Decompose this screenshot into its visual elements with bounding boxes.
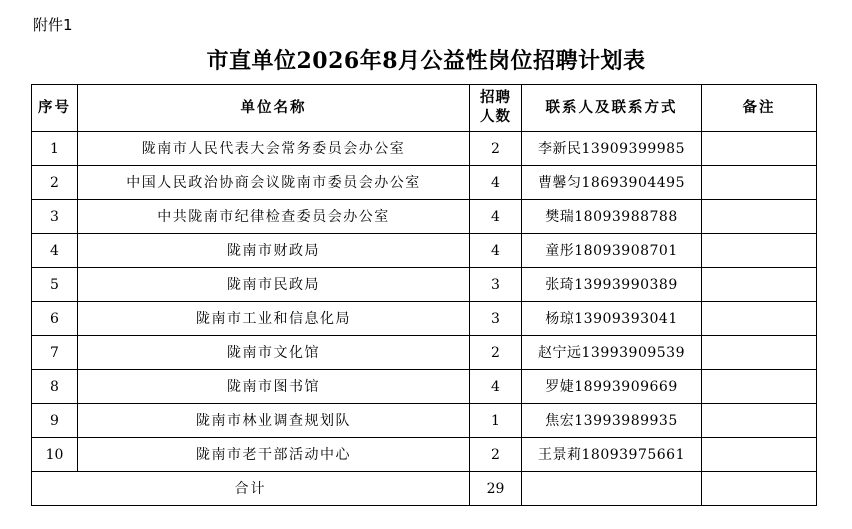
page-title: 市直单位2026年8月公益性岗位招聘计划表 — [206, 48, 646, 74]
header-count-line2: 人数 — [480, 109, 511, 125]
cell-unit: 陇南市文化馆 — [78, 336, 470, 370]
table-row — [32, 268, 817, 302]
cell-unit: 陇南市财政局 — [78, 234, 470, 268]
cell-count: 3 — [470, 302, 522, 336]
cell-unit: 中国人民政治协商会议陇南市委员会办公室 — [78, 166, 470, 200]
table-row — [32, 336, 817, 370]
header-remarks: 备注 — [702, 85, 817, 132]
cell-unit: 陇南市老干部活动中心 — [78, 438, 470, 472]
cell-remarks — [702, 336, 817, 370]
cell-contact: 童彤18093908701 — [522, 234, 702, 268]
cell-contact: 李新民13909399985 — [522, 132, 702, 166]
cell-remarks — [702, 132, 817, 166]
cell-contact: 杨琼13909393041 — [522, 302, 702, 336]
table-row — [32, 404, 817, 438]
cell-remarks — [702, 404, 817, 438]
cell-count: 4 — [470, 200, 522, 234]
cell-seq: 10 — [32, 438, 78, 472]
cell-remarks — [702, 302, 817, 336]
total-label: 合计 — [32, 472, 470, 506]
cell-unit: 陇南市人民代表大会常务委员会办公室 — [78, 132, 470, 166]
table-row — [32, 166, 817, 200]
cell-seq: 4 — [32, 234, 78, 268]
recruitment-plan-table — [31, 84, 817, 506]
cell-contact: 赵宁远13993909539 — [522, 336, 702, 370]
cell-count: 2 — [470, 132, 522, 166]
cell-remarks — [702, 166, 817, 200]
cell-seq: 5 — [32, 268, 78, 302]
cell-count: 4 — [470, 370, 522, 404]
header-count-line1: 招聘 — [480, 90, 511, 106]
cell-unit: 陇南市工业和信息化局 — [78, 302, 470, 336]
cell-remarks — [702, 438, 817, 472]
cell-count: 2 — [470, 438, 522, 472]
cell-unit: 中共陇南市纪律检查委员会办公室 — [78, 200, 470, 234]
header-count — [470, 85, 522, 132]
total-count: 29 — [470, 472, 522, 506]
cell-seq: 2 — [32, 166, 78, 200]
cell-unit: 陇南市民政局 — [78, 268, 470, 302]
total-row — [32, 472, 817, 506]
cell-contact: 曹馨匀18693904495 — [522, 166, 702, 200]
header-seq: 序号 — [32, 85, 78, 132]
header-contact: 联系人及联系方式 — [522, 85, 702, 132]
table-header-row — [32, 85, 817, 132]
cell-count: 2 — [470, 336, 522, 370]
cell-unit: 陇南市林业调查规划队 — [78, 404, 470, 438]
table-row — [32, 234, 817, 268]
cell-unit: 陇南市图书馆 — [78, 370, 470, 404]
cell-contact: 樊瑞18093988788 — [522, 200, 702, 234]
cell-contact: 王景莉18093975661 — [522, 438, 702, 472]
cell-contact: 张琦13993990389 — [522, 268, 702, 302]
total-contact-cell — [522, 472, 702, 506]
cell-remarks — [702, 268, 817, 302]
cell-seq: 7 — [32, 336, 78, 370]
cell-seq: 6 — [32, 302, 78, 336]
cell-contact: 罗婕18993909669 — [522, 370, 702, 404]
cell-contact: 焦宏13993989935 — [522, 404, 702, 438]
header-unit: 单位名称 — [78, 85, 470, 132]
table-row — [32, 200, 817, 234]
cell-count: 3 — [470, 268, 522, 302]
cell-count: 1 — [470, 404, 522, 438]
cell-count: 4 — [470, 234, 522, 268]
cell-count: 4 — [470, 166, 522, 200]
attachment-label: 附件1 — [33, 16, 73, 34]
cell-remarks — [702, 370, 817, 404]
cell-seq: 9 — [32, 404, 78, 438]
cell-seq: 8 — [32, 370, 78, 404]
total-remarks-cell — [702, 472, 817, 506]
table-row — [32, 302, 817, 336]
table-row — [32, 132, 817, 166]
table-row — [32, 370, 817, 404]
cell-seq: 1 — [32, 132, 78, 166]
cell-remarks — [702, 234, 817, 268]
table-row — [32, 438, 817, 472]
cell-seq: 3 — [32, 200, 78, 234]
cell-remarks — [702, 200, 817, 234]
